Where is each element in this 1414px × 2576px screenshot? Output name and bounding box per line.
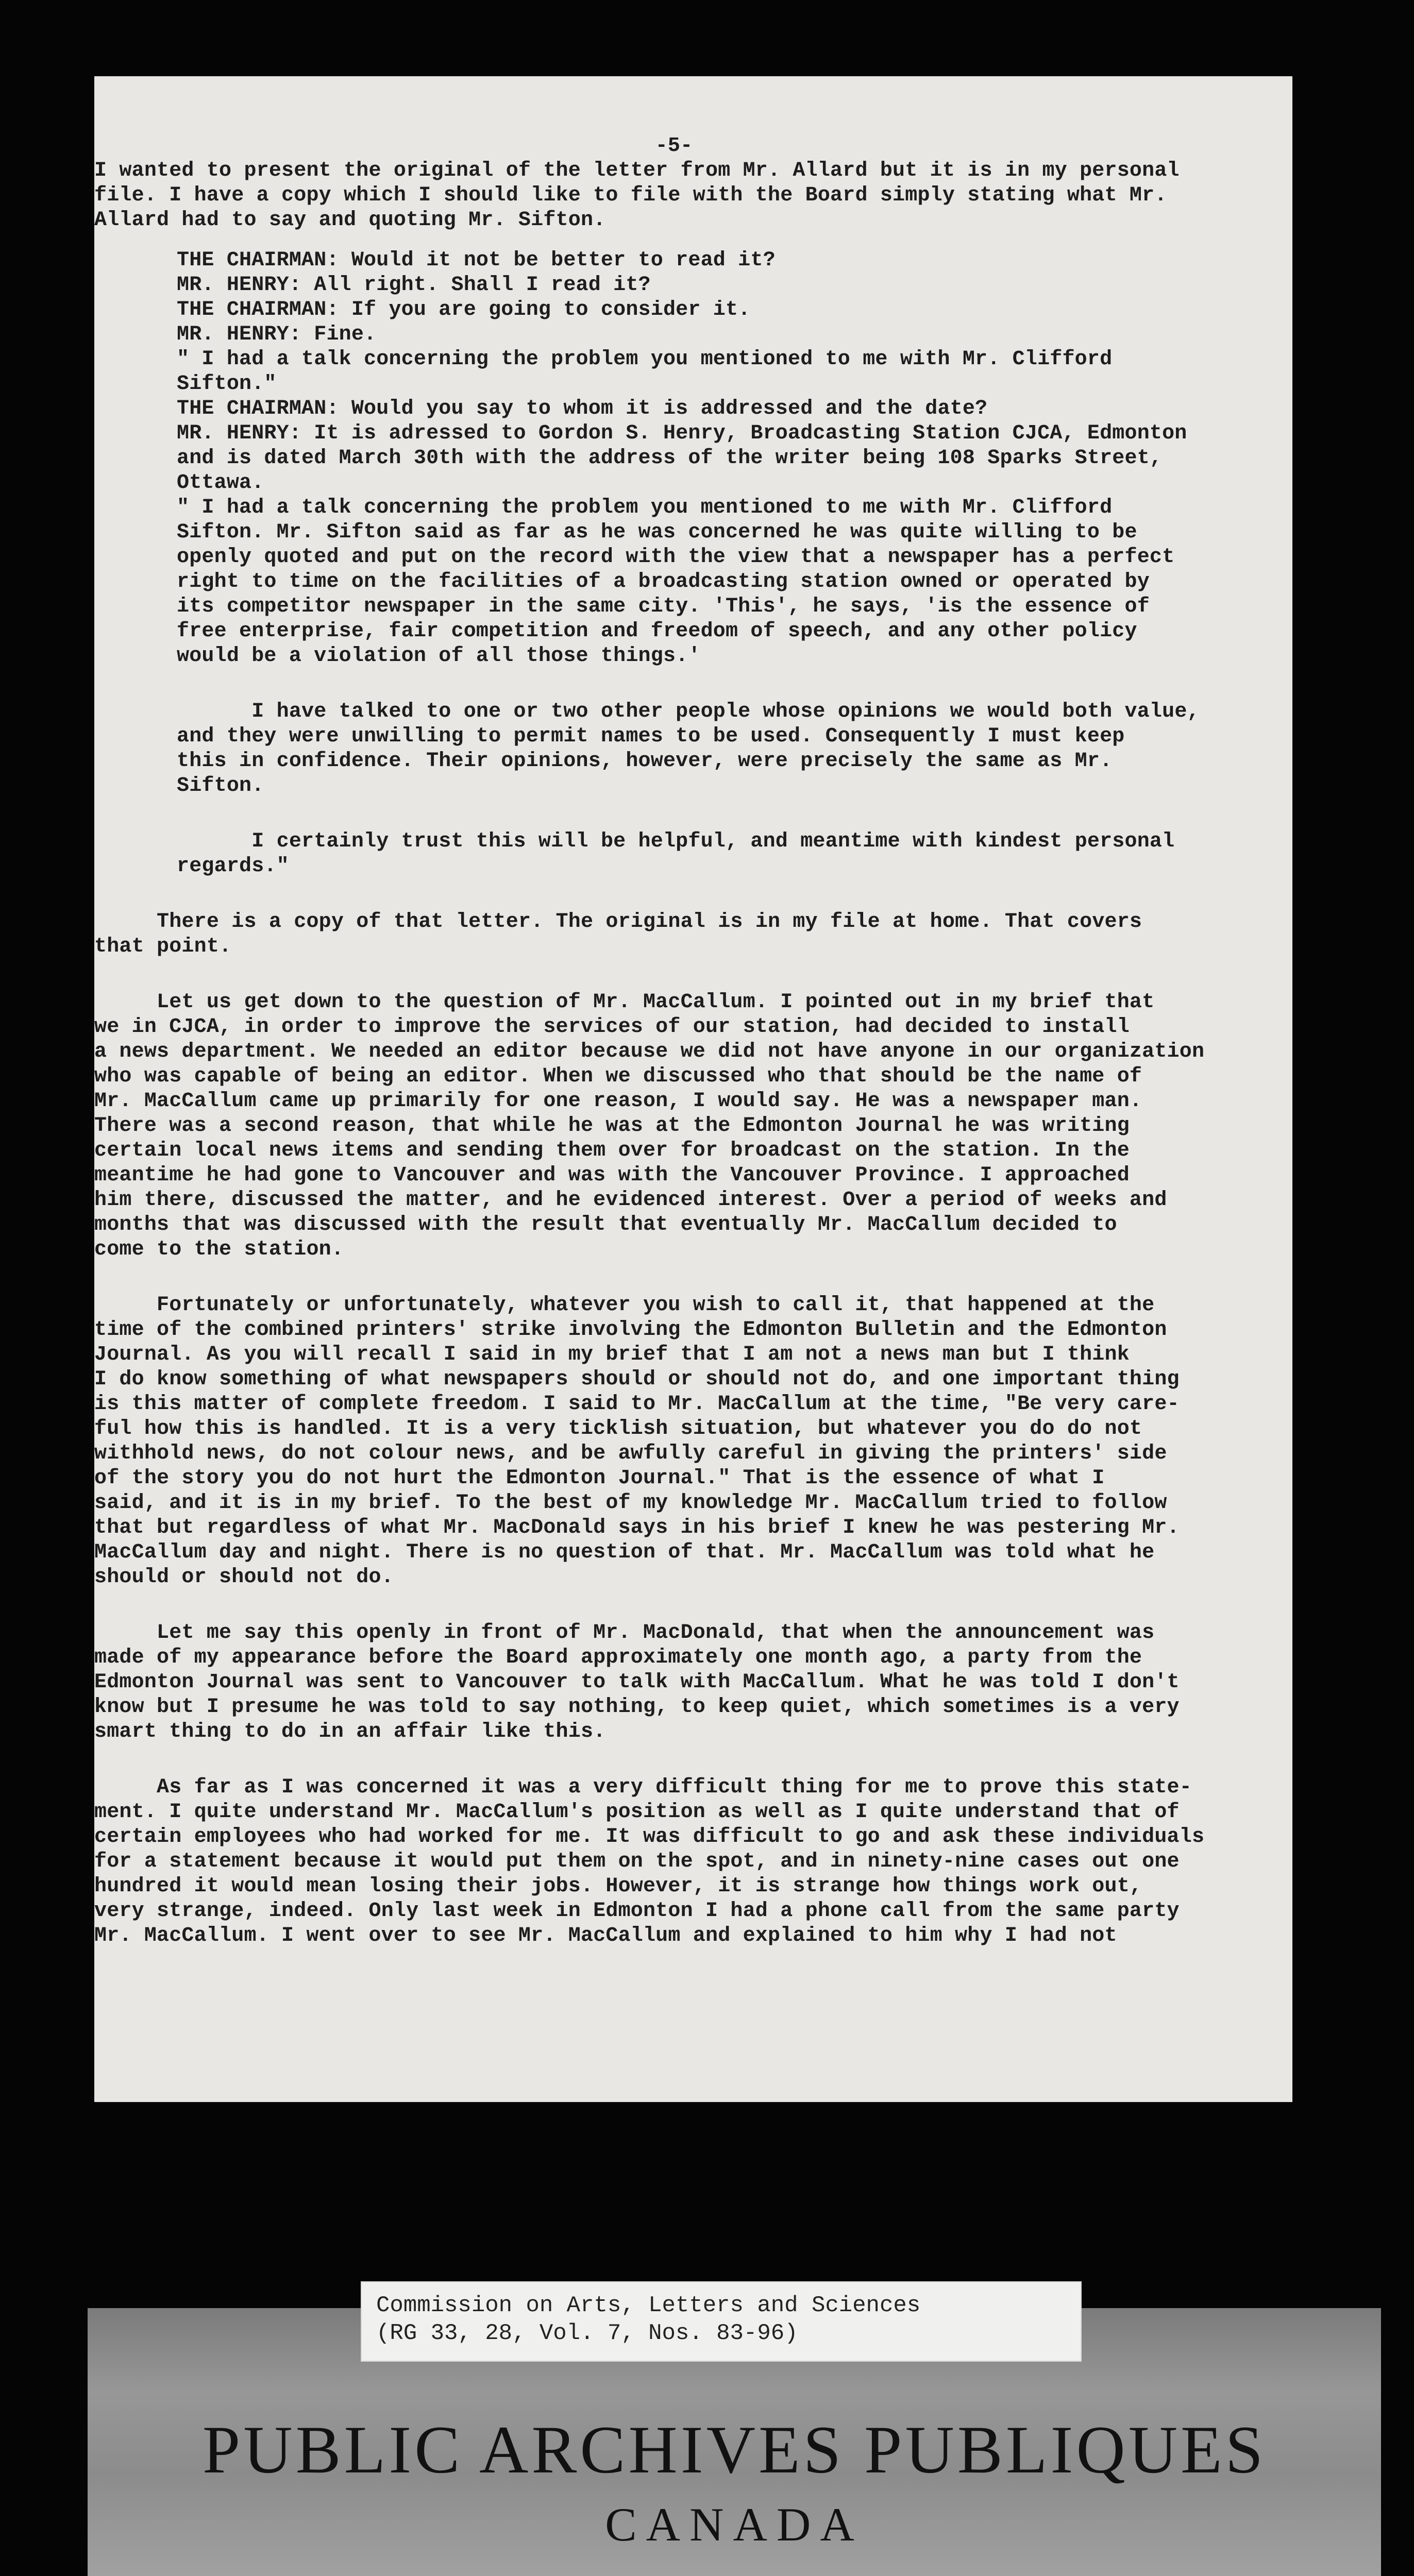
text-line: As far as I was concerned it was a very difficult thing for me to prove this state- <box>94 1776 1192 1799</box>
text-line: Sifton." <box>177 372 277 396</box>
text-line: ment. I quite understand Mr. MacCallum's position as well as I quite understand that of <box>94 1801 1180 1824</box>
text-line: who was capable of being an editor. When we discussed who that should be the name of <box>94 1065 1142 1088</box>
archive-label-line: (RG 33, 28, Vol. 7, Nos. 83-96) <box>376 2320 798 2346</box>
text-line: Let me say this openly in front of Mr. MacDonald, that when the announcement was <box>94 1621 1155 1645</box>
text-line: regards." <box>177 855 289 878</box>
text-line: MacCallum day and night. There is no question of that. Mr. MacCallum was told what he <box>94 1541 1155 1564</box>
text-line: Ottawa. <box>177 471 264 495</box>
archive-label-line: Commission on Arts, Letters and Sciences <box>376 2293 921 2318</box>
text-line: should or should not do. <box>94 1566 394 1589</box>
text-line: MR. HENRY: Fine. <box>177 323 377 346</box>
text-line: I wanted to present the original of the letter from Mr. Allard but it is in my personal <box>94 159 1180 182</box>
text-line: smart thing to do in an affair like this. <box>94 1720 606 1743</box>
text-line: right to time on the facilities of a broadcasting station owned or operated by <box>177 570 1150 594</box>
text-line: Fortunately or unfortunately, whatever you wish to call it, that happened at the <box>94 1294 1155 1317</box>
page-number: -5- <box>655 134 693 158</box>
text-line: I have talked to one or two other people whose opinions we would both value, <box>177 700 1200 723</box>
text-line: time of the combined printers' strike involving the Edmonton Bulletin and the Edmonton <box>94 1318 1167 1342</box>
text-line: would be a violation of all those things.' <box>177 645 701 668</box>
text-line: meantime he had gone to Vancouver and was with the Vancouver Province. I approached <box>94 1164 1130 1187</box>
paragraph-copy-of-letter <box>94 910 1274 959</box>
archives-country: CANADA <box>605 2498 864 2551</box>
text-line: that but regardless of what Mr. MacDonald says in his brief I knew he was pestering Mr. <box>94 1516 1180 1539</box>
text-line: Journal. As you will recall I said in my brief that I am not a news man but I think <box>94 1343 1130 1366</box>
text-line: withhold news, do not colour news, and be awfully careful in giving the printers' side <box>94 1442 1167 1465</box>
text-line: a news department. We needed an editor because we did not have anyone in our organization <box>94 1040 1205 1063</box>
text-line: THE CHAIRMAN: If you are going to consider it. <box>177 298 751 321</box>
text-line: made of my appearance before the Board approximately one month ago, a party from the <box>94 1646 1142 1669</box>
text-line: file. I have a copy which I should like to file with the Board simply stating what Mr. <box>94 184 1167 207</box>
text-line: its competitor newspaper in the same city. 'This', he says, 'is the essence of <box>177 595 1150 618</box>
paragraph-printers-strike <box>94 1293 1274 1590</box>
text-line: free enterprise, fair competition and freedom of speech, and any other policy <box>177 620 1137 643</box>
text-line: and is dated March 30th with the address of the writer being 108 Sparks Street, <box>177 447 1163 470</box>
text-line: is this matter of complete freedom. I said to Mr. MacCallum at the time, "Be very care- <box>94 1393 1180 1416</box>
text-line: I do know something of what newspapers should or should not do, and one important thing <box>94 1368 1180 1391</box>
text-line: Mr. MacCallum came up primarily for one reason, I would say. He was a newspaper man. <box>94 1090 1142 1113</box>
text-line: Edmonton Journal was sent to Vancouver to talk with MacCallum. What he was told I don't <box>94 1671 1180 1694</box>
text-line: " I had a talk concerning the problem you mentioned to me with Mr. Clifford <box>177 496 1113 519</box>
text-line: of the story you do not hurt the Edmonton Journal." That is the essence of what I <box>94 1467 1105 1490</box>
paragraph-difficult-statement <box>94 1775 1274 1948</box>
text-line: MR. HENRY: It is adressed to Gordon S. Henry, Broadcasting Station CJCA, Edmonton <box>177 422 1187 445</box>
text-line: months that was discussed with the result that eventually Mr. MacCallum decided to <box>94 1213 1117 1236</box>
text-line: we in CJCA, in order to improve the services of our station, had decided to install <box>94 1015 1130 1039</box>
intro-paragraph <box>94 159 1274 233</box>
text-line: him there, discussed the matter, and he evidenced interest. Over a period of weeks and <box>94 1189 1167 1212</box>
text-line: There is a copy of that letter. The original is in my file at home. That covers <box>94 910 1142 934</box>
paragraph-macdonald <box>94 1621 1274 1744</box>
text-line: THE CHAIRMAN: Would you say to whom it is addressed and the date? <box>177 397 988 420</box>
text-line: said, and it is in my brief. To the best of my knowledge Mr. MacCallum tried to follow <box>94 1492 1167 1515</box>
text-line: certain local news items and sending them over for broadcast on the station. In the <box>94 1139 1130 1162</box>
text-line: Sifton. Mr. Sifton said as far as he was concerned he was quite willing to be <box>177 521 1137 544</box>
archive-reference-label <box>361 2281 1082 2362</box>
text-line: " I had a talk concerning the problem you mentioned to me with Mr. Clifford <box>177 348 1113 371</box>
text-line: Sifton. <box>177 774 264 798</box>
text-line: and they were unwilling to permit names to be used. Consequently I must keep <box>177 725 1125 748</box>
text-line: openly quoted and put on the record with the view that a newspaper has a perfect <box>177 546 1175 569</box>
text-line: ful how this is handled. It is a very ticklish situation, but whatever you do do not <box>94 1417 1142 1440</box>
document-text <box>94 134 1274 1948</box>
dialogue-block <box>94 248 1274 879</box>
paragraph-maccallum <box>94 990 1274 1262</box>
text-line: this in confidence. Their opinions, however, were precisely the same as Mr. <box>177 750 1113 773</box>
archives-title: PUBLIC ARCHIVES PUBLIQUES <box>202 2412 1267 2487</box>
text-line: that point. <box>94 935 232 958</box>
text-line: hundred it would mean losing their jobs. However, it is strange how things work out, <box>94 1875 1142 1898</box>
text-line: Let us get down to the question of Mr. MacCallum. I pointed out in my brief that <box>94 991 1155 1014</box>
text-line: certain employees who had worked for me. It was difficult to go and ask these individuals <box>94 1825 1205 1849</box>
text-line: THE CHAIRMAN: Would it not be better to read it? <box>177 249 776 272</box>
text-line: Allard had to say and quoting Mr. Sifton. <box>94 209 606 232</box>
text-line: come to the station. <box>94 1238 344 1261</box>
text-line: know but I presume he was told to say nothing, to keep quiet, which sometimes is a very <box>94 1696 1180 1719</box>
text-line: very strange, indeed. Only last week in Edmonton I had a phone call from the same party <box>94 1900 1180 1923</box>
text-line: There was a second reason, that while he was at the Edmonton Journal he was writing <box>94 1114 1130 1138</box>
text-line: I certainly trust this will be helpful, and meantime with kindest personal <box>177 830 1175 853</box>
text-line: Mr. MacCallum. I went over to see Mr. MacCallum and explained to him why I had not <box>94 1924 1117 1947</box>
text-line: MR. HENRY: All right. Shall I read it? <box>177 274 651 297</box>
text-line: for a statement because it would put them on the spot, and in ninety-nine cases out one <box>94 1850 1180 1873</box>
